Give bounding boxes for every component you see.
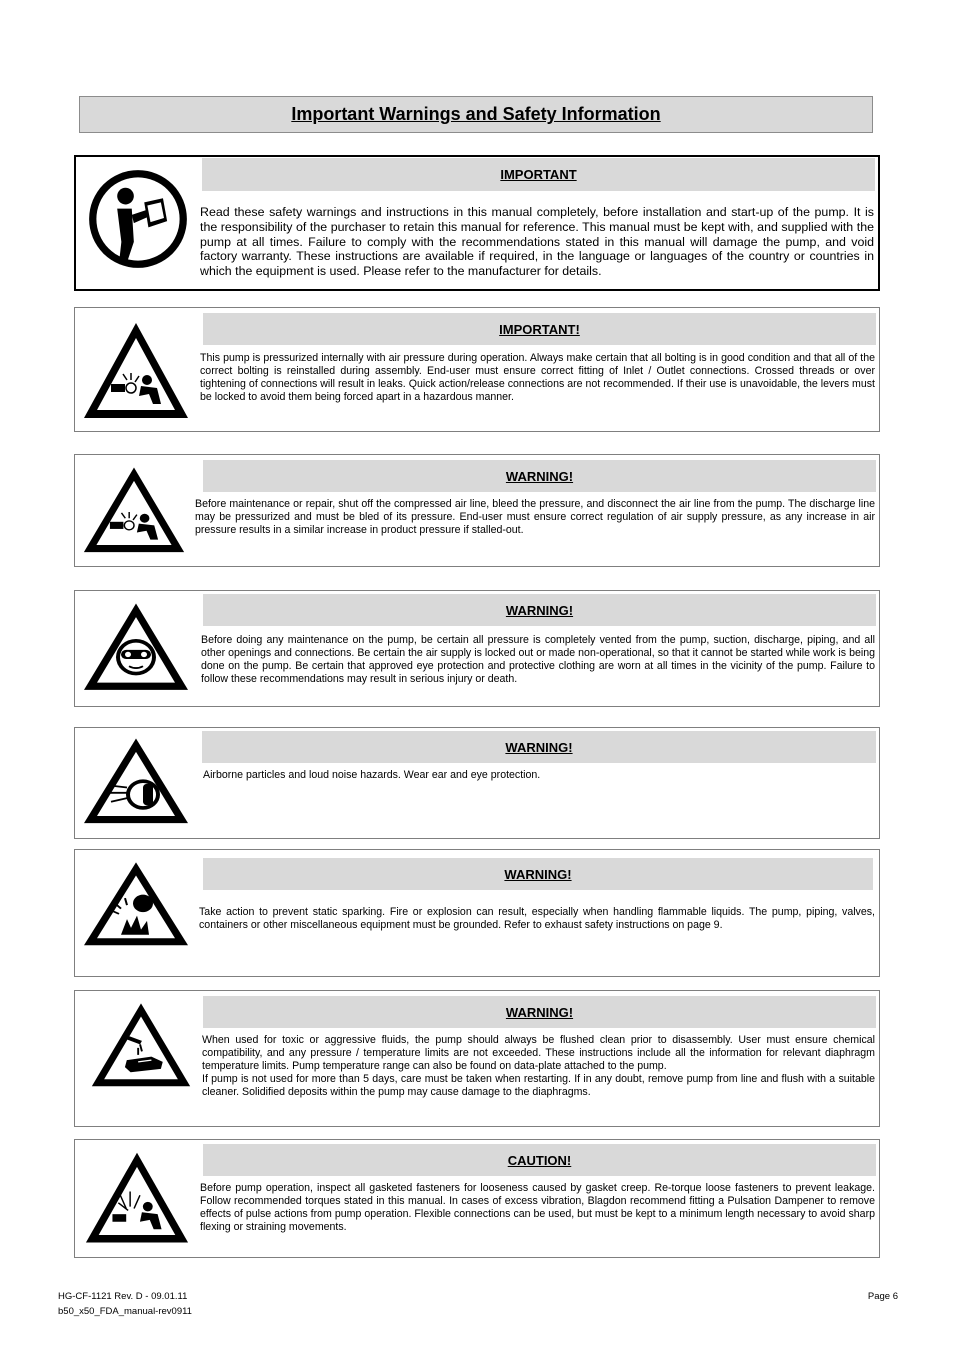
page-title: Important Warnings and Safety Information [291, 104, 661, 124]
panel-heading-banner [203, 858, 873, 890]
panel-heading-banner [203, 313, 876, 345]
panel-paragraph: Read these safety warnings and instructions in this manual completely, before installation and start-up of the pump. It is the responsibility of the purchaser to retain this manual for reference. This manual must be kept with, and supplied with the pump at all times. Failure to comply with the recommendations stated in this manual will damage the pump, and void factory warranty. These instructions are available if required, in the language or languages of the country or countries in which the equipment is used. Please refer to the manufacturer for details. [200, 205, 874, 279]
explosion-hazard-icon [81, 858, 191, 954]
footer-left [58, 1289, 192, 1319]
corrosive-hazard-icon [89, 999, 193, 1095]
panel-heading-banner [203, 460, 876, 492]
pressure-spray-hazard-icon [81, 318, 191, 428]
panel-heading-banner [203, 1144, 876, 1176]
eye-protection-icon [81, 599, 191, 699]
panel-heading: WARNING! [504, 866, 572, 882]
footer-file-name: b50_x50_FDA_manual-rev0911 [58, 1306, 192, 1317]
safety-panel-warning-pressure [74, 454, 880, 567]
panel-paragraph: Take action to prevent static sparking. Fire or explosion can result, especially when handling flammable liquids. The pump, piping, valves, containers or other miscellaneous equipment must be grounded. Refer to exhaust safety instructions on page 9. [199, 906, 875, 931]
panel-heading: IMPORTANT! [499, 321, 580, 337]
panel-heading-banner [203, 996, 876, 1028]
panel-body [201, 634, 875, 686]
safety-panel-important [74, 155, 880, 291]
panel-paragraph: If pump is not used for more than 5 days, care must be taken when restarting. If in any doubt, remove pump from line and flush with a suitable cleaner. Solidified deposits within the pump may cause damage to the diaphragms. [202, 1073, 875, 1098]
safety-panel-warning-noise [74, 727, 880, 839]
panel-paragraph: Before pump operation, inspect all gasketed fasteners for looseness caused by gasket creep. Re-torque loose fasteners to prevent leakage. Follow recommended torques stated in this manual. In cases of excess vibration, Blagdon recommend fitting a Pulsation Dampener to remove effects of pulse actions from pump operation. Flexible connections can be used, but must be kept to a minimum length necessary to avoid sharp flexing or straining movements. [200, 1182, 875, 1233]
panel-body [195, 498, 875, 537]
panel-body [200, 1182, 875, 1234]
safety-panel-warning-toxic [74, 990, 880, 1127]
safety-panel-caution [74, 1139, 880, 1258]
panel-body [203, 769, 875, 782]
panel-paragraph: This pump is pressurized internally with air pressure during operation. Always make certain that all bolting is in good condition and that all of the correct bolting is reinstalled during assembly. End-user must ensure correct fitting of Inlet / Outlet connections. Crossed threads or over tightening of connections will result in leaks. Quick action/release connections are not recommended. If their use is unavoidable, the levers must be locked to avoid them being forced apart in a hazardous manner. [200, 352, 875, 403]
panel-heading: CAUTION! [507, 1152, 572, 1168]
panel-heading: WARNING! [505, 468, 574, 484]
safety-panel-important-pressure [74, 307, 880, 432]
footer-page-number: Page 6 [867, 1291, 898, 1302]
pressure-spray-hazard-icon [81, 463, 187, 561]
panel-heading: WARNING! [505, 1004, 574, 1020]
panel-paragraph: Before doing any maintenance on the pump, be certain all pressure is completely vented from the pump, suction, discharge, piping, and all other openings and connections. Be certain the air supply is locked out or made non-operational, so that it cannot be started while work is being done on the pump. Be certain that approved eye protection and protective clothing are worn at all times in the vicinity of the pump. Failure to follow these recommendations may result in serious injury or death. [201, 634, 875, 685]
panel-heading: WARNING! [505, 739, 573, 755]
ear-protection-icon [81, 734, 191, 832]
panel-heading-banner [202, 731, 876, 763]
panel-body [200, 205, 874, 279]
pressure-spray-hazard-icon [83, 1148, 191, 1252]
panel-heading-banner [203, 594, 876, 626]
panel-heading: IMPORTANT [500, 167, 577, 182]
read-manual-icon [86, 167, 190, 271]
panel-paragraph: Before maintenance or repair, shut off the compressed air line, bleed the pressure, and disconnect the air line from the pump. The discharge line may be pressurized and must be bled of its pressure. End-user must ensure correct regulation of air supply pressure, as any increase in air pressure results in a similar increase in product pressure if stalled-out. [195, 498, 875, 536]
footer-doc-ref: HG-CF-1121 Rev. D - 09.01.11 [58, 1291, 188, 1302]
panel-body [202, 1034, 875, 1099]
safety-panel-warning-eye [74, 590, 880, 707]
panel-heading: WARNING! [505, 602, 574, 618]
panel-body [200, 352, 875, 404]
panel-body [199, 906, 875, 932]
safety-panel-warning-static [74, 849, 880, 977]
panel-paragraph: Airborne particles and loud noise hazards. Wear ear and eye protection. [203, 769, 541, 781]
page-title-box [79, 96, 873, 133]
panel-heading-banner [202, 158, 875, 191]
panel-paragraph: When used for toxic or aggressive fluids, the pump should always be flushed clean prior to disassembly. User must ensure chemical compatibility, and any pressure / temperature limits are not exceeded. These instructions include all the information for relevant diaphragm temperature limits. Pump temperature range can also be found on data-plate attached to the pump. [202, 1034, 875, 1072]
